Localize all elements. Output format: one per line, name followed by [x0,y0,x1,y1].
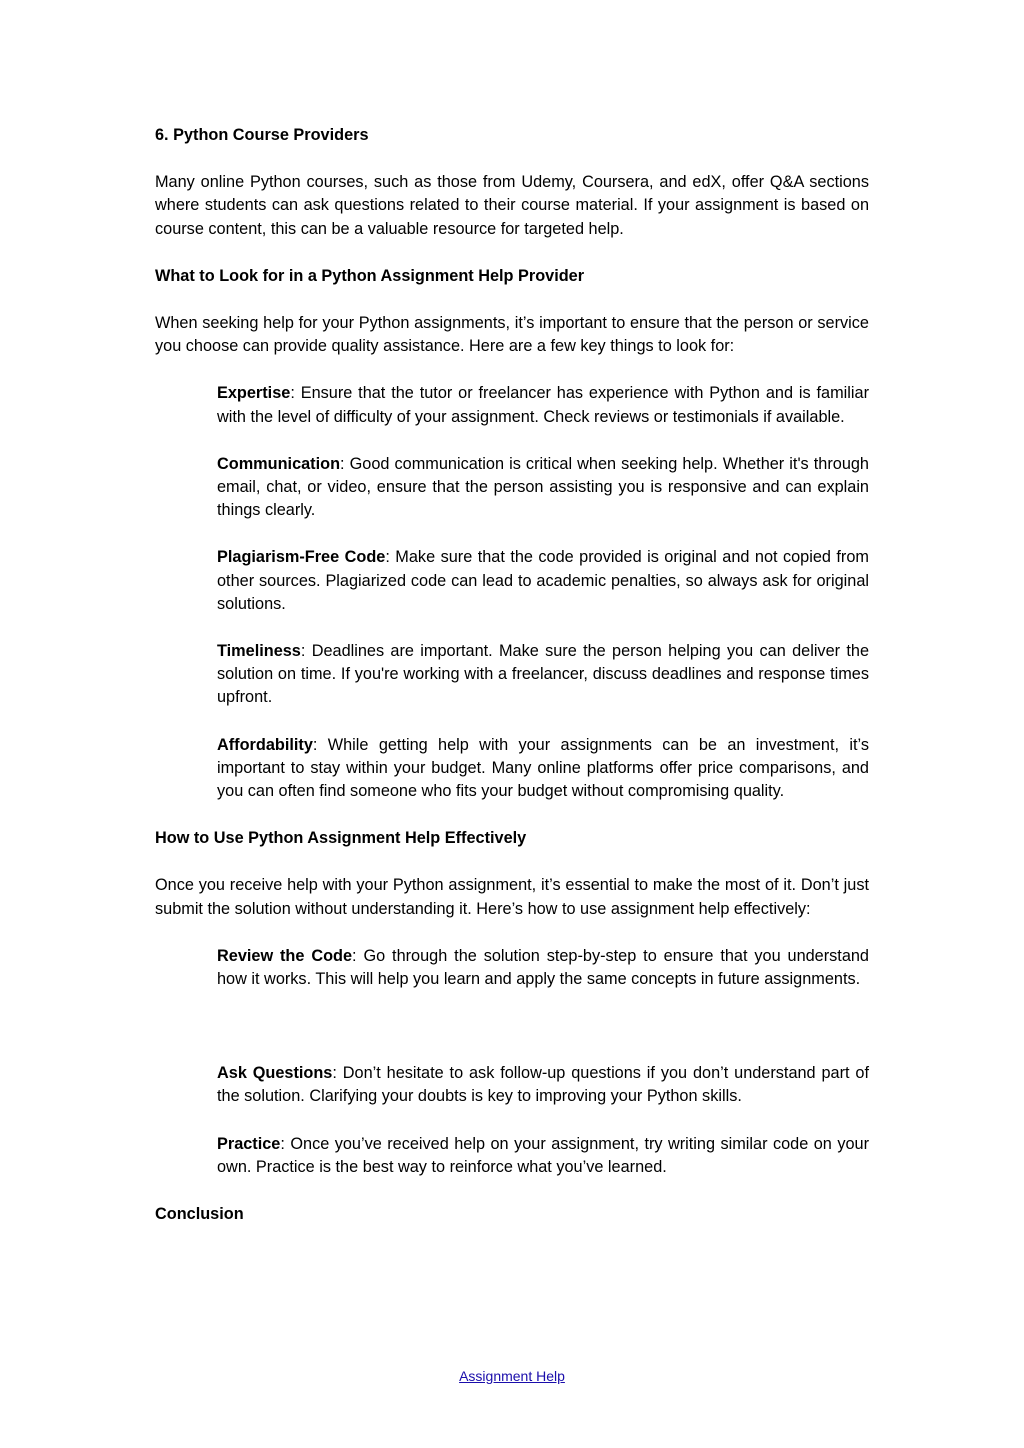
item-text: : Once you’ve received help on your assignment, try writing similar code on your own. Practice is the best way to reinforce what you’ve learned. [217,1134,869,1176]
item-term: Review the Code [217,946,353,965]
document-page [155,124,869,1250]
look-item-affordability [217,734,869,804]
use-item-practice [217,1133,869,1179]
section-heading-look-for: What to Look for in a Python Assignment Help Provider [155,266,585,285]
use-item-ask-questions [217,1062,869,1108]
section-heading-conclusion: Conclusion [155,1205,244,1224]
item-term: Timeliness [217,642,301,661]
item-term: Communication [217,454,341,473]
item-text: : Deadlines are important. Make sure the person helping you can deliver the solution on time. If you're working with a freelancer, discuss deadlines and response times upfront. [217,642,869,707]
section-heading-use: How to Use Python Assignment Help Effectively [155,829,527,848]
item-text: : Good communication is critical when seeking help. Whether it's through email, chat, or video, ensure that the person assisting you is responsive and can explain things clearly. [217,454,869,520]
look-item-plagiarism [217,546,869,616]
item-term: Practice [217,1134,281,1153]
item-text: : Ensure that the tutor or freelancer has experience with Python and is familiar with the level of difficulty of your assignment. Check reviews or testimonials if available. [217,384,869,426]
providers-paragraph: Many online Python courses, such as those from Udemy, Coursera, and edX, offer Q&A sections where students can ask questions related to their course material. If your assignment is based on course content, this can be a valuable resource for targeted help. [155,173,869,238]
look-item-expertise [217,382,869,428]
item-text: : Don’t hesitate to ask follow-up questions if you don’t understand part of the solution. Clarifying your doubts is key to improving your Python skills. [217,1064,869,1106]
use-item-review-code [217,945,869,991]
blank-spacer [155,1015,869,1062]
item-term: Affordability [217,735,313,754]
use-paragraph: Once you receive help with your Python assignment, it’s essential to make the most of it. Don’t just submit the solution without understanding it. Here’s how to use assignment help effectively: [155,876,869,918]
item-term: Plagiarism-Free Code [217,548,386,567]
item-text: : Go through the solution step-by-step to ensure that you understand how it works. This will help you learn and apply the same concepts in future assignments. [217,946,869,989]
item-text: : Make sure that the code provided is original and not copied from other sources. Plagiarized code can lead to academic penalties, so always ask for original solutions. [217,548,869,613]
section-heading-providers: 6. Python Course Providers [155,126,369,144]
look-item-communication [217,453,869,523]
assignment-help-link[interactable]: Assignment Help [459,1368,565,1384]
look-item-timeliness [217,640,869,710]
page-footer [0,1368,1024,1384]
look-for-paragraph: When seeking help for your Python assignments, it’s important to ensure that the person or service you choose can provide quality assistance. Here are a few key things to look for: [155,314,869,356]
item-text: : While getting help with your assignments can be an investment, it’s important to stay within your budget. Many online platforms offer price comparisons, and you can often find someone who fits your budget without compromising quality. [217,735,869,801]
item-term: Expertise [217,384,291,403]
item-term: Ask Questions [217,1064,333,1083]
